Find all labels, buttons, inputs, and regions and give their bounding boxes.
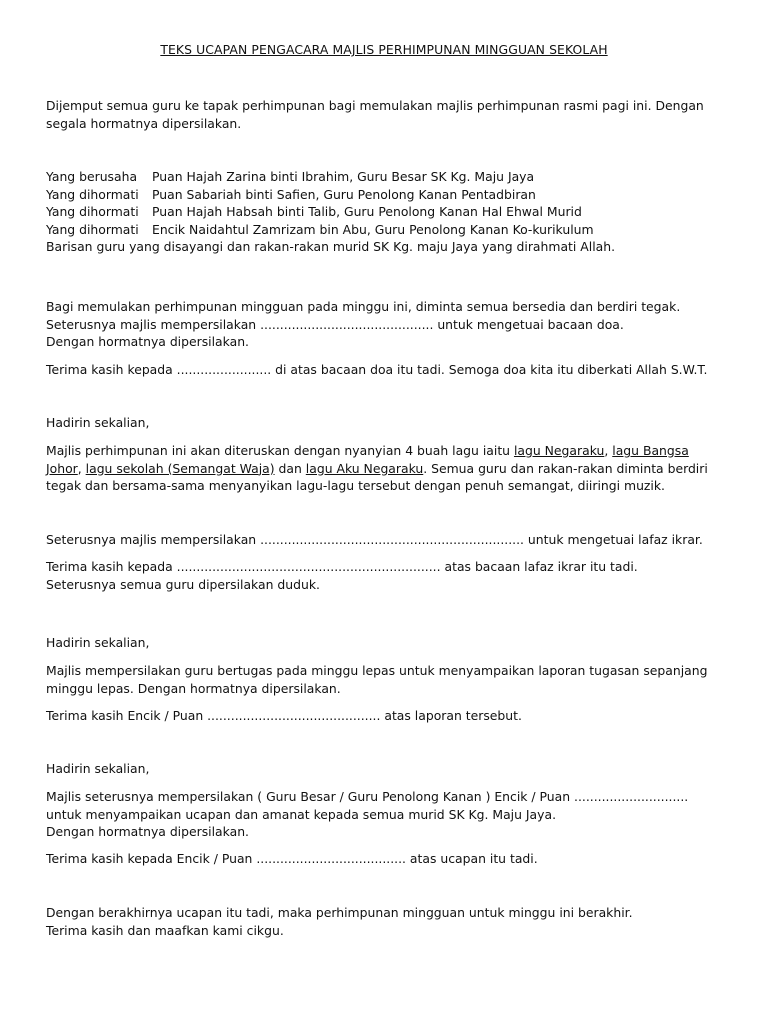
closing-line-1: Dengan berakhirnya ucapan itu tadi, maka perhimpunan mingguan untuk minggu ini berakhir. (46, 905, 633, 920)
greeting-line (46, 168, 736, 186)
speech-line-3: Dengan hormatnya dipersilakan. (46, 824, 249, 840)
opening-line-1: Dijemput semua guru ke tapak perhimpunan bagi memulakan majlis perhimpunan rasmi pagi ini. Dengan (46, 98, 704, 113)
opening-line-2: segala hormatnya dipersilakan. (46, 115, 242, 131)
song-aku-negaraku: lagu Aku Negaraku (305, 460, 424, 476)
greetings-block (46, 168, 736, 256)
assembly-start-line-2: Seterusnya majlis mempersilakan ............................................ untuk mengetuai bacaan doa. (46, 316, 624, 332)
document-title: TEKS UCAPAN PENGACARA MAJLIS PERHIMPUNAN MINGGUAN SEKOLAH (160, 42, 608, 57)
report-line-2: minggu lepas. Dengan hormatnya dipersilakan. (46, 680, 341, 696)
greeting-name: Puan Sabariah binti Safien, Guru Penolong Kanan Pentadbiran (152, 186, 536, 202)
thanks-pledge-paragraph (46, 558, 736, 593)
anthem-paragraph (46, 442, 736, 495)
thanks-prayer-line: Terima kasih kepada ........................ di atas bacaan doa itu tadi. Semoga doa kita itu diberkati Allah S.W.T. (46, 362, 708, 377)
speech-paragraph (46, 788, 736, 841)
anthem-line-1 (46, 442, 736, 460)
opening-paragraph (46, 97, 736, 132)
hadirin-text: Hadirin sekalian, (46, 761, 150, 776)
assembly-start-line-1: Bagi memulakan perhimpunan mingguan pada minggu ini, diminta semua bersedia dan berdiri tegak. (46, 299, 681, 314)
anthem-text: . Semua guru dan rakan-rakan diminta berdiri (423, 460, 708, 476)
greeting-label: Yang dihormati (46, 186, 139, 202)
greeting-line (46, 221, 736, 239)
speech-line-2: untuk menyampaikan ucapan dan amanat kepada semua murid SK Kg. Maju Jaya. (46, 806, 557, 822)
report-paragraph (46, 662, 736, 697)
anthem-line-3: tegak dan bersama-sama menyanyikan lagu-lagu tersebut dengan penuh semangat, diiringi muzik. (46, 478, 665, 494)
song-bangsa-johor-part-2: Johor (46, 460, 78, 476)
speech-line-1: Majlis seterusnya mempersilakan ( Guru Besar / Guru Penolong Kanan ) Encik / Puan ............................. (46, 789, 689, 804)
thanks-pledge-line-1: Terima kasih kepada ................................................................... atas bacaan lafaz ikrar itu tadi. (46, 559, 638, 574)
thanks-prayer-paragraph (46, 361, 736, 379)
closing-paragraph (46, 904, 736, 939)
song-sekolah: lagu sekolah (Semangat Waja) (85, 460, 275, 476)
greeting-name: Encik Naidahtul Zamrizam bin Abu, Guru Penolong Kanan Ko-kurikulum (152, 221, 594, 237)
song-bangsa-johor-part-1: lagu Bangsa (612, 443, 689, 458)
thanks-speech-paragraph (46, 850, 736, 868)
hadirin-text: Hadirin sekalian, (46, 635, 150, 650)
song-negaraku: lagu Negaraku (513, 443, 605, 458)
pledge-paragraph (46, 531, 736, 549)
thanks-report-line: Terima kasih Encik / Puan ............................................ atas laporan tersebut. (46, 708, 522, 723)
greeting-label: Yang berusaha (46, 169, 138, 184)
separator: , (77, 460, 86, 476)
greeting-line (46, 186, 736, 204)
separator: , (604, 443, 613, 458)
closing-line-2: Terima kasih dan maafkan kami cikgu. (46, 922, 284, 938)
greeting-name: Puan Hajah Zarina binti Ibrahim, Guru Besar SK Kg. Maju Jaya (152, 169, 535, 184)
greeting-line (46, 203, 736, 221)
anthem-text: Majlis perhimpunan ini akan diteruskan dengan nyanyian 4 buah lagu iaitu (46, 443, 514, 458)
greeting-label: Yang dihormati (46, 221, 139, 237)
assembly-start-paragraph (46, 298, 736, 351)
pledge-line: Seterusnya majlis mempersilakan ................................................................... untuk mengetuai lafaz ikrar. (46, 532, 703, 547)
greeting-label: Yang dihormati (46, 204, 139, 220)
hadirin-heading (46, 634, 736, 652)
thanks-report-paragraph (46, 707, 736, 725)
anthem-line-2 (46, 460, 736, 478)
greeting-last-line: Barisan guru yang disayangi dan rakan-rakan murid SK Kg. maju Jaya yang dirahmati Allah. (46, 239, 616, 255)
assembly-start-line-3: Dengan hormatnya dipersilakan. (46, 334, 249, 350)
greeting-name: Puan Hajah Habsah binti Talib, Guru Penolong Kanan Hal Ehwal Murid (152, 204, 582, 220)
hadirin-heading (46, 760, 736, 778)
thanks-speech-line: Terima kasih kepada Encik / Puan ...................................... atas ucapan itu tadi. (46, 851, 538, 866)
hadirin-text: Hadirin sekalian, (46, 415, 150, 430)
thanks-pledge-line-2: Seterusnya semua guru dipersilakan duduk. (46, 576, 320, 592)
report-line-1: Majlis mempersilakan guru bertugas pada minggu lepas untuk menyampaikan laporan tugasan sepanjang (46, 663, 708, 678)
conjunction: dan (274, 460, 306, 476)
hadirin-heading (46, 414, 736, 432)
